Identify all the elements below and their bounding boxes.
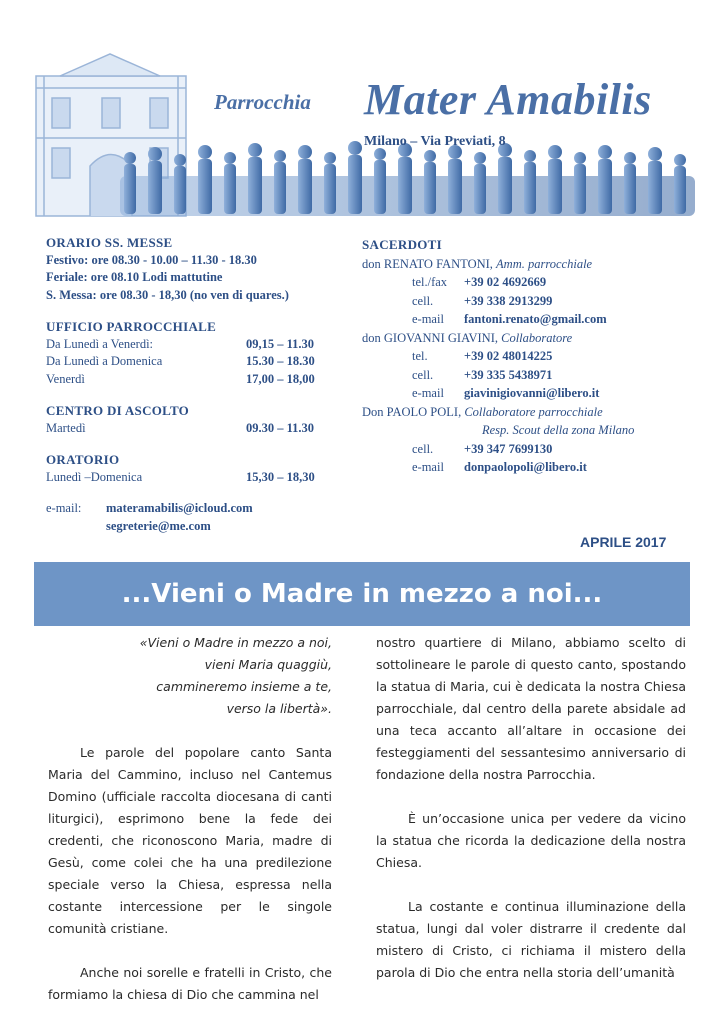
article-paragraph: Anche noi sorelle e fratelli in Cristo, che formiamo la chiesa di Dio che cammina nel	[48, 965, 332, 1002]
email-label: e-mail:	[46, 501, 82, 515]
issue-date: APRILE 2017	[580, 534, 667, 550]
contact-row: e-mail giavinigiovanni@libero.it	[362, 384, 692, 403]
priest-poli: Don PAOLO POLI, Collaboratore parrocchiale	[362, 404, 603, 419]
listening-center-row: Martedì 09.30 – 11.30	[46, 420, 315, 435]
phone-number[interactable]: +39 347 7699130	[464, 441, 553, 456]
article-column-right	[376, 632, 686, 984]
masses-feriale: Feriale: ore 08.10 Lodi mattutine	[46, 270, 223, 284]
parish-emails	[46, 500, 346, 535]
email-link-primary[interactable]: materamabilis@icloud.com	[106, 501, 253, 515]
parish-address: Milano – Via Previati, 8	[364, 134, 506, 149]
masses-title: ORARIO SS. MESSE	[46, 235, 173, 250]
phone-number[interactable]: +39 335 5438971	[464, 367, 553, 382]
masses-festivo: Festivo: ore 08.30 - 10.00 – 11.30 - 18.30	[46, 252, 257, 267]
office-title: UFFICIO PARROCCHIALE	[46, 319, 217, 334]
article-paragraph: nostro quartiere di Milano, abbiamo scelto di sottolineare le parole di questo canto, spostando la statua di Maria, cui è dedicata la nostra Chiesa parrocchiale, dal centro della parete absidale ad una teca accanto all’altare in occasione dei festeggiamenti del sessantesimo anniversario di fondazione della nostra Parrocchia.	[376, 635, 686, 782]
article-headline: ...Vieni o Madre in mezzo a noi...	[121, 579, 603, 609]
email-link[interactable]: fantoni.renato@gmail.com	[464, 312, 607, 326]
office-row: Venerdì 17,00 – 18,00	[46, 371, 315, 386]
email-link[interactable]: giavinigiovanni@libero.it	[464, 386, 600, 400]
article-paragraph: La costante e continua illuminazione della statua, lungi dal voler distrarre il credente dal mistero di Cristo, ci richiama il mistero della parola di Dio che entra nella storia dell’umanità	[376, 899, 686, 980]
listening-center-title: CENTRO DI ASCOLTO	[46, 403, 190, 418]
priests-column	[362, 236, 692, 477]
phone-number[interactable]: +39 02 48014225	[464, 349, 553, 363]
contact-row: e-mail fantoni.renato@gmail.com	[362, 310, 692, 329]
masses-smessa: S. Messa: ore 08.30 - 18,30 (no ven di quares.)	[46, 287, 289, 302]
oratory-title: ORATORIO	[46, 452, 120, 467]
office-row: Da Lunedì a Domenica 15.30 – 18.30	[46, 354, 315, 368]
article-column-left	[48, 632, 332, 1006]
crowd-silhouettes	[120, 141, 695, 216]
article-banner	[34, 562, 690, 626]
priests-title: SACERDOTI	[362, 237, 442, 252]
priest-giavini: don GIOVANNI GIAVINI, Collaboratore	[362, 330, 573, 345]
contact-row: cell. +39 338 2913299	[362, 292, 692, 311]
priest-poli-role: Resp. Scout della zona Milano	[482, 423, 635, 437]
hymn-quote: «Vieni o Madre in mezzo a noi, vieni Maria quaggiù, cammineremo insieme a te, verso la libertà».	[139, 635, 332, 716]
contact-row: tel./fax +39 02 4692669	[362, 273, 692, 292]
article-paragraph: Le parole del popolare canto Santa Maria del Cammino, incluso nel Cantemus Domino (ufficiale raccolta diocesana di canti liturgici), esprimono bene la fede dei credenti, che riconoscono Maria, madre di Gesù, come colei che ha una predilezione speciale verso la Chiesa, espressa nella costante intercessione per le singole comunità cristiane.	[48, 745, 332, 936]
contact-row: e-mail donpaolopoli@libero.it	[362, 458, 692, 477]
priest-fantoni: don RENATO FANTONI, Amm. parrocchiale	[362, 256, 593, 271]
email-link[interactable]: donpaolopoli@libero.it	[464, 460, 587, 474]
page-title: Mater Amabilis	[364, 75, 652, 124]
contact-row: tel. +39 02 48014225	[362, 347, 692, 366]
oratory-row: Lunedì –Domenica 15,30 – 18,30	[46, 469, 315, 484]
contact-row: cell. +39 335 5438971	[362, 366, 692, 385]
phone-number[interactable]: +39 02 4692669	[464, 275, 547, 289]
article-paragraph: È un’occasione unica per vedere da vicino la statua che ricorda la dedicazione della nostra Chiesa.	[376, 811, 686, 870]
header-parrocchia: Parrocchia	[214, 90, 311, 114]
phone-number[interactable]: +39 338 2913299	[464, 293, 553, 308]
contact-row: cell. +39 347 7699130	[362, 440, 692, 459]
email-link-secondary[interactable]: segreterie@me.com	[106, 518, 211, 533]
office-row: Da Lunedì a Venerdì: 09,15 – 11.30	[46, 336, 315, 351]
schedule-column	[46, 234, 346, 535]
